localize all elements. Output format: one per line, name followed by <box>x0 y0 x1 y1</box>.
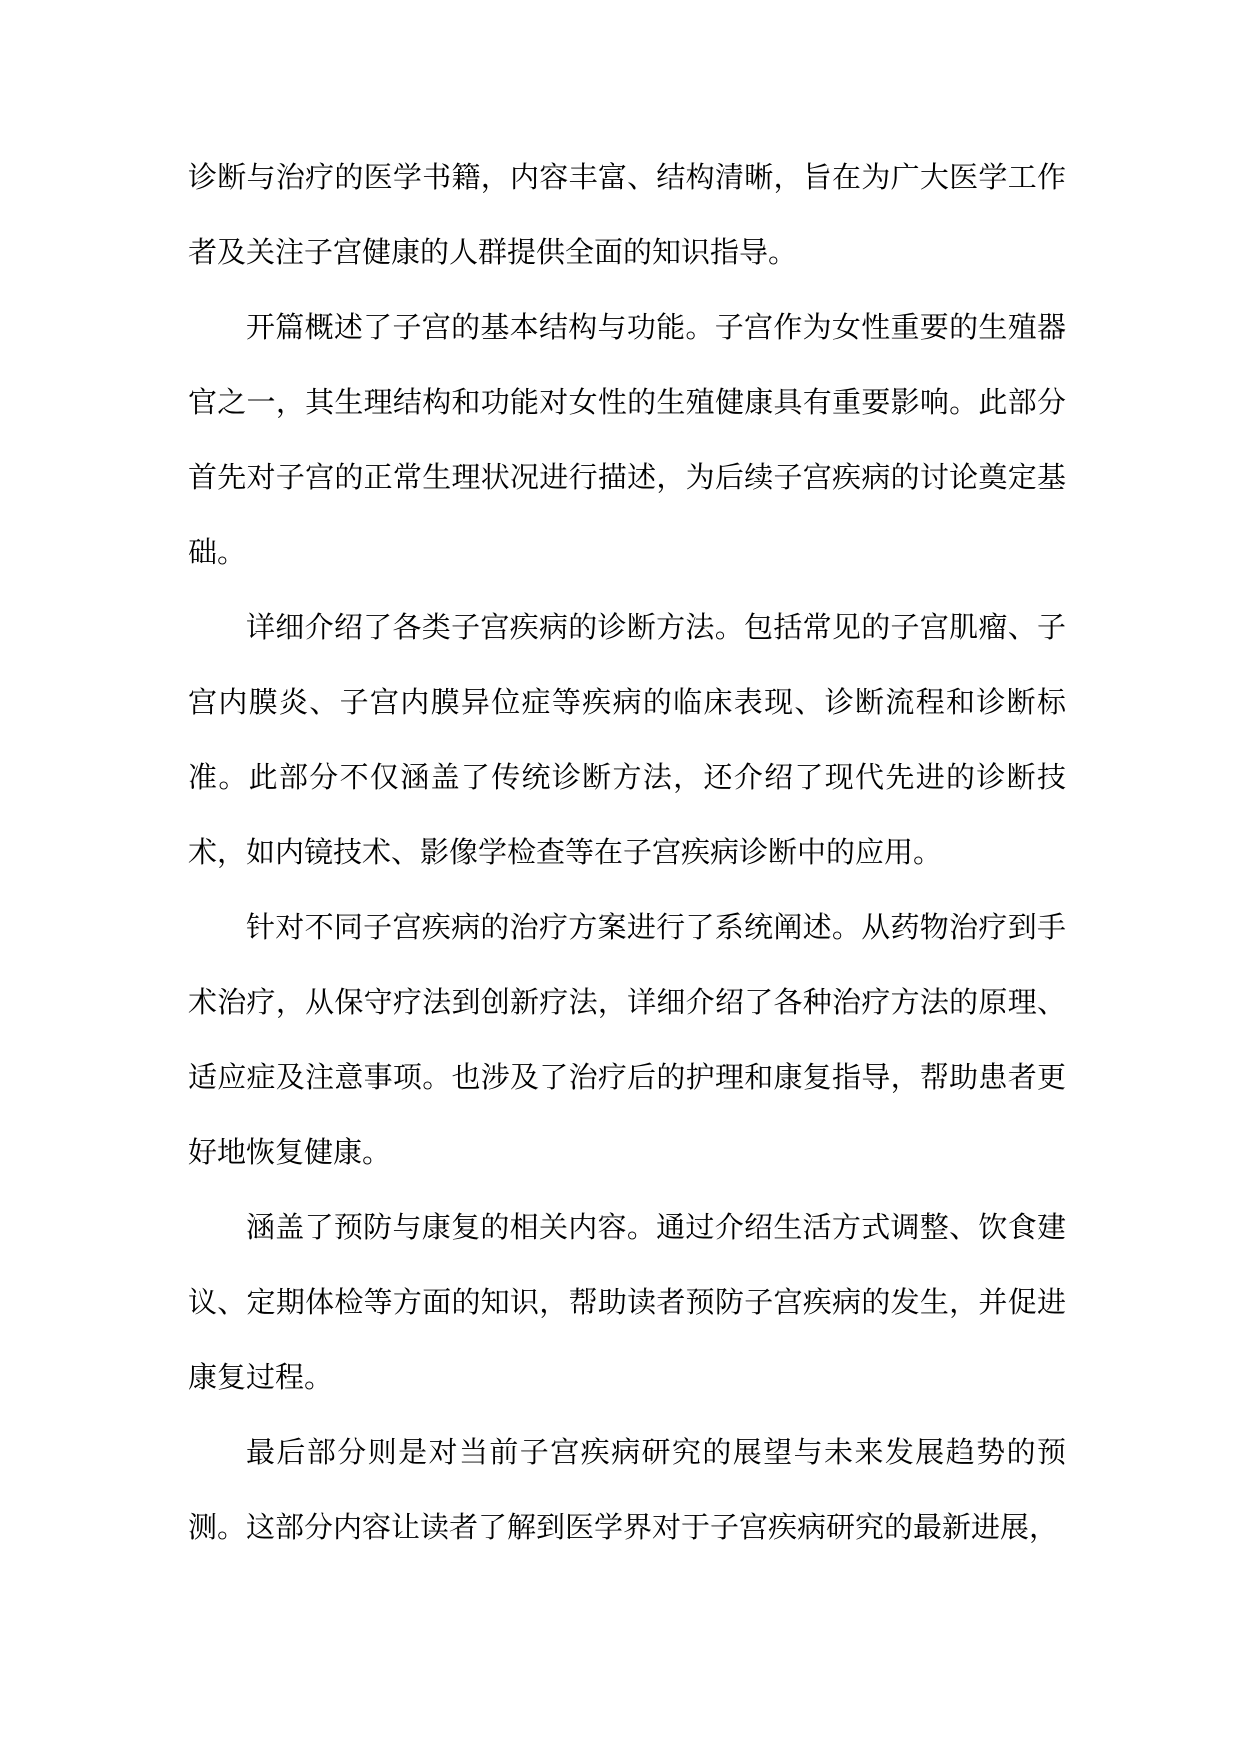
paragraph-uterus-structure: 开篇概述了子宫的基本结构与功能。子宫作为女性重要的生殖器官之一，其生理结构和功能对女性的生殖健康具有重要影响。此部分首先对子宫的正常生理状况进行描述，为后续子宫疾病的讨论奠定基础。 <box>188 310 1066 569</box>
paragraph-prevention-recovery: 涵盖了预防与康复的相关内容。通过介绍生活方式调整、饮食建议、定期体检等方面的知识，帮助读者预防子宫疾病的发生，并促进康复过程。 <box>188 1210 1066 1394</box>
paragraph-diagnosis-methods: 详细介绍了各类子宫疾病的诊断方法。包括常见的子宫肌瘤、子宫内膜炎、子宫内膜异位症等疾病的临床表现、诊断流程和诊断标准。此部分不仅涵盖了传统诊断方法，还介绍了现代先进的诊断技术，如内镜技术、影像学检查等在子宫疾病诊断中的应用。 <box>188 610 1066 869</box>
paragraph-treatment-plans: 针对不同子宫疾病的治疗方案进行了系统阐述。从药物治疗到手术治疗，从保守疗法到创新疗法，详细介绍了各种治疗方法的原理、适应症及注意事项。也涉及了治疗后的护理和康复指导，帮助患者更好地恢复健康。 <box>188 910 1066 1169</box>
document-body <box>188 140 1066 1565</box>
paragraph-continuation: 诊断与治疗的医学书籍，内容丰富、结构清晰，旨在为广大医学工作者及关注子宫健康的人群提供全面的知识指导。 <box>188 160 1066 269</box>
paragraph-research-outlook: 最后部分则是对当前子宫疾病研究的展望与未来发展趋势的预测。这部分内容让读者了解到医学界对于子宫疾病研究的最新进展， <box>188 1435 1066 1544</box>
